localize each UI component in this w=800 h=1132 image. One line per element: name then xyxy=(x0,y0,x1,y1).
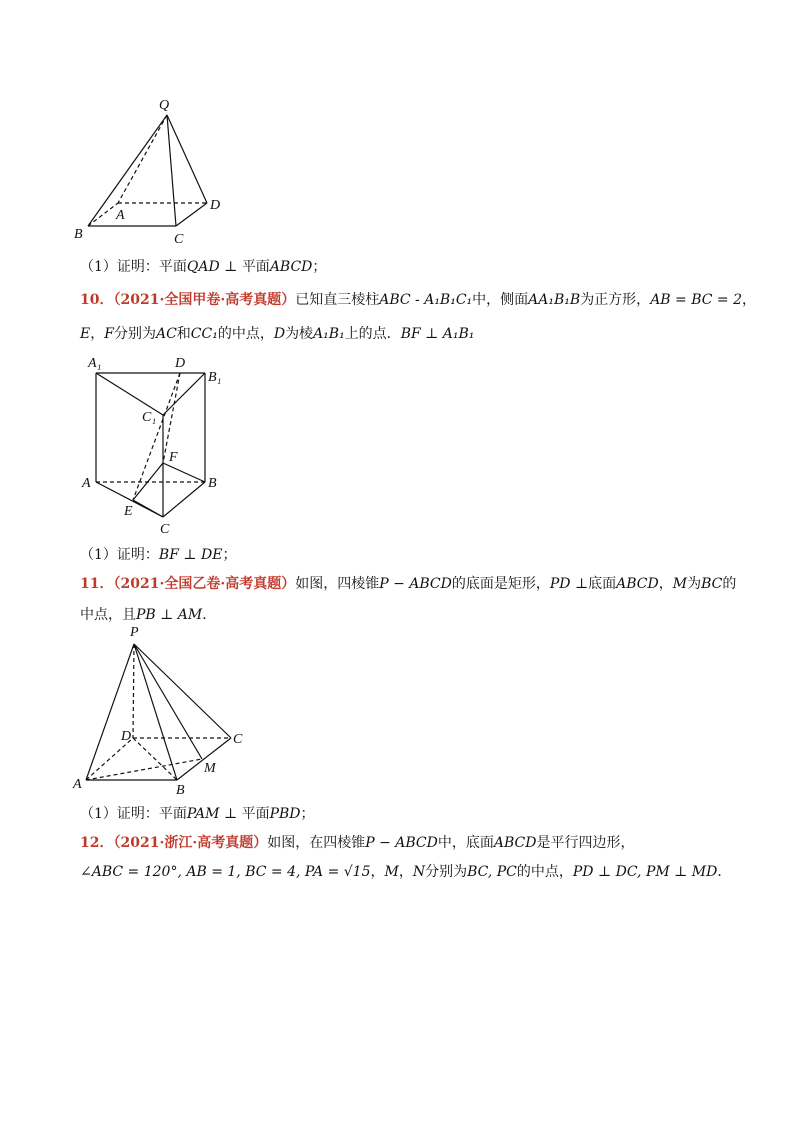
label-c: C xyxy=(174,232,184,247)
label-q: Q xyxy=(159,98,170,113)
label-b1: B₁ xyxy=(208,370,222,385)
label-d: D xyxy=(210,198,221,213)
p11-line1: 11．（2021·全国乙卷·高考真题）如图，四棱锥P − ABCD的底面是矩形，PD ⊥底面ABCD，M为BC的 xyxy=(80,576,737,592)
p12-line1: 12．（2021·浙江·高考真题）如图，在四棱锥P − ABCD中，底面ABCD是平行四边形， xyxy=(80,835,635,851)
label-a: A xyxy=(73,777,82,792)
p9-part1: （1）证明：平面QAD ⊥ 平面ABCD； xyxy=(80,259,327,275)
figure-pyramid-pabcd xyxy=(70,622,250,797)
p10-part1: （1）证明：BF ⊥ DE； xyxy=(80,547,237,563)
label-m: M xyxy=(204,761,216,776)
label-a: A xyxy=(82,476,91,491)
p10-line1: 10．（2021·全国甲卷·高考真题）已知直三棱柱ABC - A₁B₁C₁中，侧面AA₁B₁B为正方形，AB = BC = 2， xyxy=(80,292,757,308)
label-a: A xyxy=(116,208,125,223)
label-d: D xyxy=(121,729,132,744)
label-a1: A₁ xyxy=(88,356,102,371)
figure-prism xyxy=(78,355,238,540)
label-e: E xyxy=(124,504,133,519)
label-b: B xyxy=(208,476,217,491)
label-c: C xyxy=(233,732,243,747)
figure-pyramid-qabcd xyxy=(70,95,240,255)
p11-line2: 中点，且PB ⊥ AM． xyxy=(80,607,217,623)
label-c1: C₁ xyxy=(142,410,157,425)
label-d: D xyxy=(175,356,186,371)
label-f: F xyxy=(169,450,178,465)
label-p: P xyxy=(130,625,139,640)
p11-part1: （1）证明：平面PAM ⊥ 平面PBD； xyxy=(80,806,315,822)
label-c: C xyxy=(160,522,170,537)
p10-line2: E，F分别为AC和CC₁的中点，D为棱A₁B₁上的点．BF ⊥ A₁B₁ xyxy=(80,326,475,342)
label-b: B xyxy=(176,783,185,797)
p12-line2: ∠ABC = 120°, AB = 1, BC = 4, PA = √15，M，N分别为BC, PC的中点，PD ⊥ DC, PM ⊥ MD． xyxy=(80,864,732,880)
label-b: B xyxy=(74,227,83,242)
